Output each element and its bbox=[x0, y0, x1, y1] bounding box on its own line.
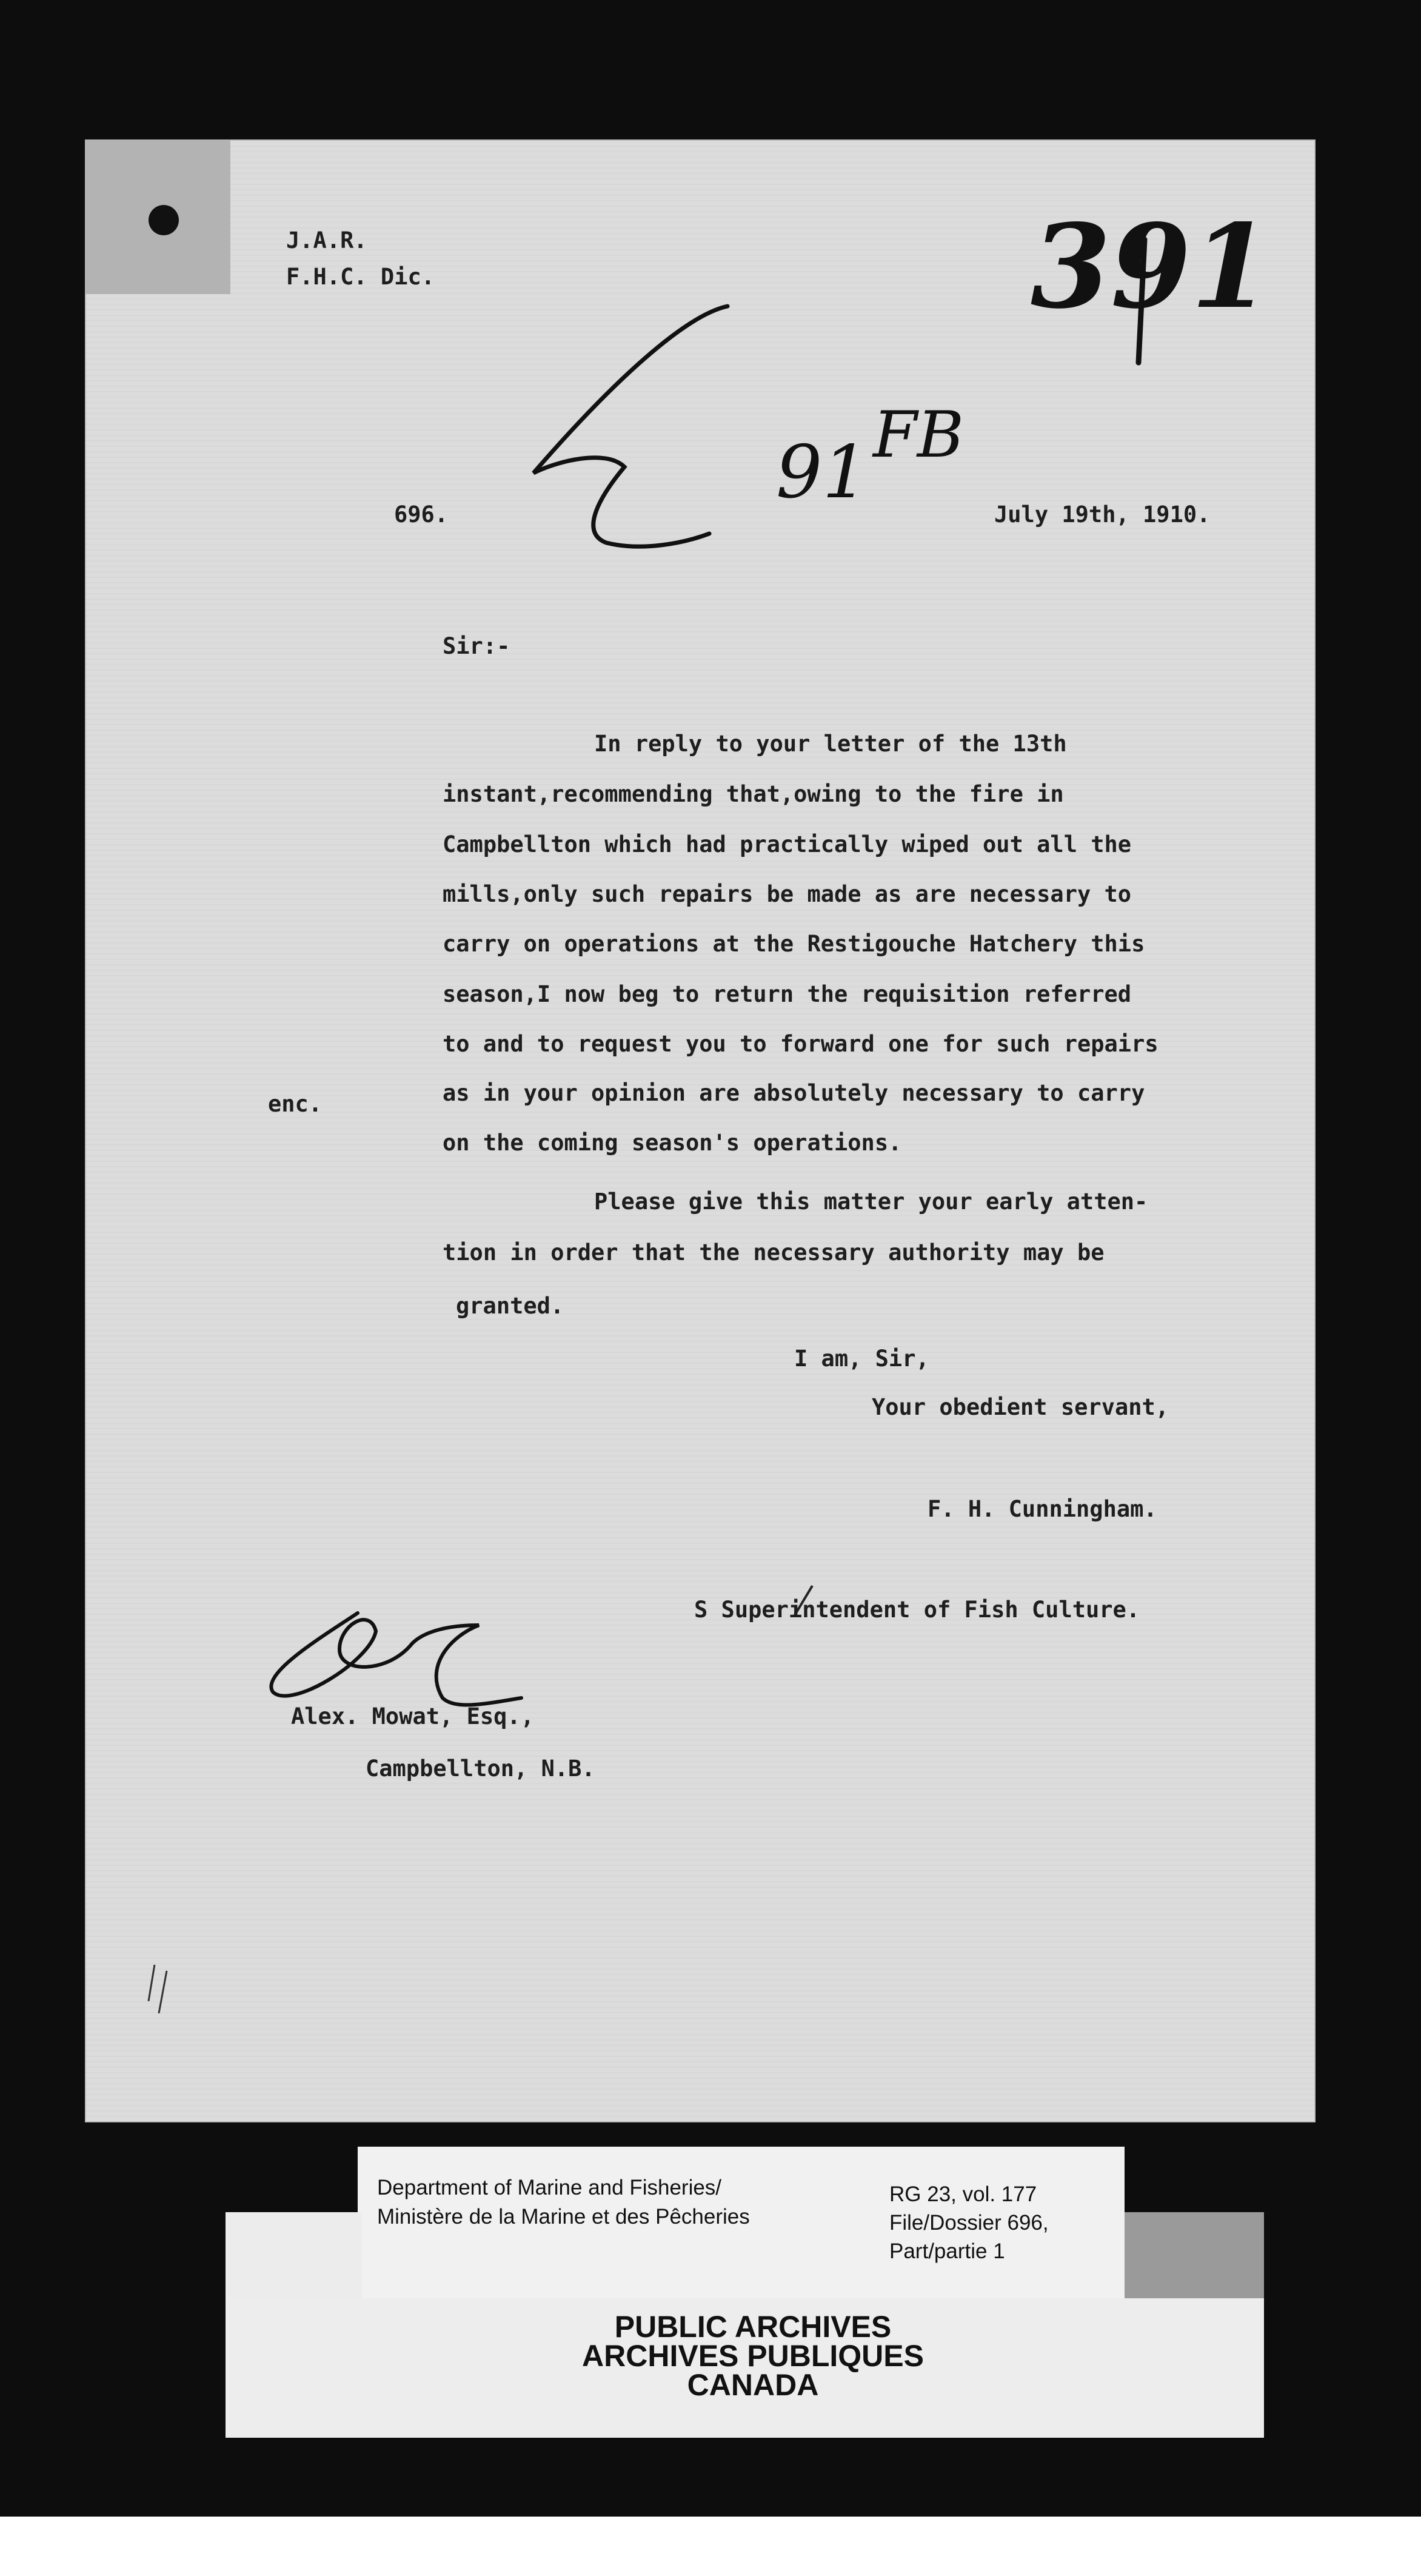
signer-title: S Superintendent of Fish Culture. bbox=[694, 1597, 1140, 1623]
salutation: Sir:- bbox=[443, 633, 510, 659]
archive-reference: RG 23, vol. 177 bbox=[889, 2182, 1037, 2206]
body-line: on the coming season's operations. bbox=[443, 1130, 902, 1156]
addressee-name: Alex. Mowat, Esq., bbox=[291, 1703, 534, 1729]
closing: I am, Sir, bbox=[794, 1346, 929, 1372]
body-line: as in your opinion are absolutely necessary to carry bbox=[443, 1080, 1145, 1106]
addressee-place: Campbellton, N.B. bbox=[366, 1756, 595, 1782]
stamp-line-2: ARCHIVES PUBLIQUES bbox=[582, 2339, 924, 2373]
body-line: Campbellton which had practically wiped out all the bbox=[443, 831, 1132, 857]
signer-name: F. H. Cunningham. bbox=[928, 1496, 1157, 1522]
large-handwritten-mark bbox=[533, 306, 727, 546]
enclosure-note: enc. bbox=[268, 1091, 323, 1117]
archive-file: File/Dossier 696, bbox=[889, 2211, 1049, 2235]
handwritten-initials-note: FB bbox=[873, 398, 965, 472]
handwritten-file-note: 91 bbox=[776, 431, 869, 515]
stamp-line-1: PUBLIC ARCHIVES bbox=[614, 2310, 892, 2344]
file-number: 696. bbox=[394, 501, 449, 528]
body-line: Please give this matter your early atten- bbox=[594, 1189, 1148, 1215]
body-line: season,I now beg to return the requisition referred bbox=[443, 981, 1132, 1007]
archive-part: Part/partie 1 bbox=[889, 2239, 1005, 2263]
letter-date: July 19th, 1910. bbox=[994, 501, 1211, 528]
file-initials-line-2: F.H.C. Dic. bbox=[286, 264, 435, 290]
department-english: Department of Marine and Fisheries/ bbox=[377, 2176, 722, 2199]
department-french: Ministère de la Marine et des Pêcheries bbox=[377, 2205, 750, 2229]
margin-tick-left bbox=[149, 1965, 167, 2013]
body-line: granted. bbox=[456, 1293, 564, 1319]
body-line: instant,recommending that,owing to the fire in bbox=[443, 781, 1064, 807]
stamp-line-3: CANADA bbox=[687, 2368, 819, 2402]
handwritten-page-number: 391 bbox=[1031, 199, 1271, 334]
body-line: In reply to your letter of the 13th bbox=[594, 731, 1067, 757]
closing-phrase: Your obedient servant, bbox=[872, 1394, 1169, 1420]
file-initials-line-1: J.A.R. bbox=[286, 227, 367, 253]
body-line: tion in order that the necessary authority may be bbox=[443, 1239, 1105, 1266]
body-line: mills,only such repairs be made as are necessary to bbox=[443, 881, 1132, 907]
initials-signature-scrawl bbox=[271, 1613, 521, 1705]
body-line: carry on operations at the Restigouche Hatchery this bbox=[443, 931, 1145, 957]
body-line: to and to request you to forward one for such repairs bbox=[443, 1031, 1159, 1057]
